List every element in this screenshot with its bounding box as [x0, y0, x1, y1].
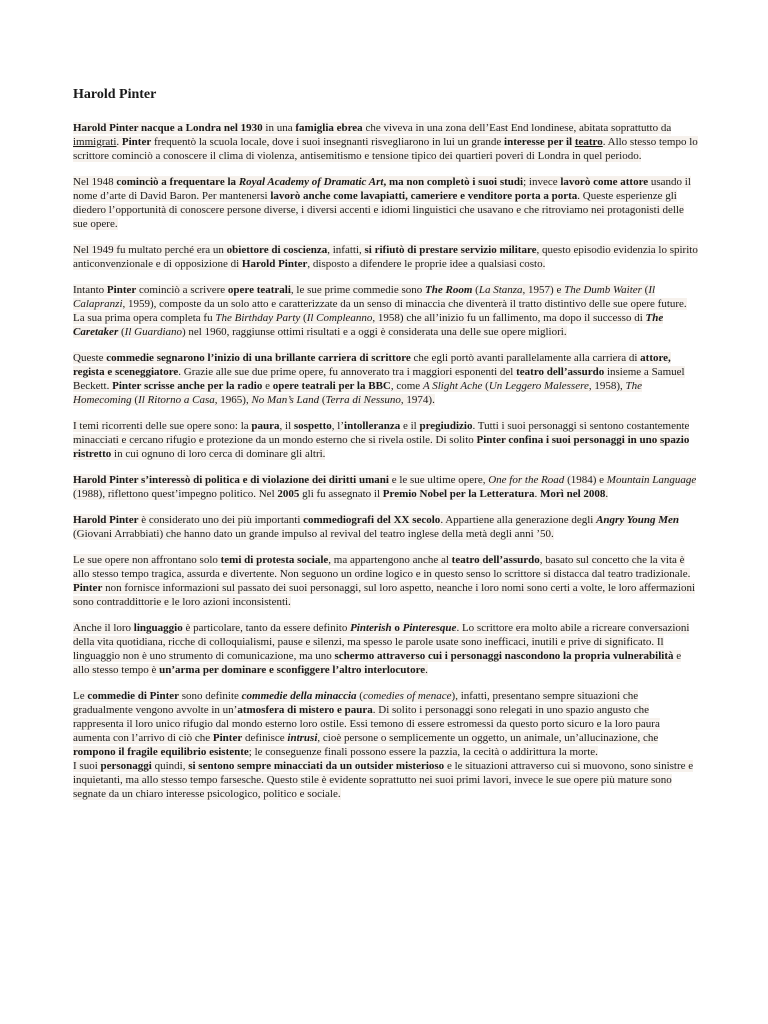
paragraph-9	[73, 553, 698, 609]
text-run: Un Leggero Malessere	[488, 380, 589, 392]
text-run: commedie della minaccia	[241, 690, 357, 702]
text-run: opere teatrali	[227, 284, 291, 296]
text-run: Nel 1948	[73, 176, 117, 188]
text-run: , il	[279, 420, 294, 432]
text-run: commedie segnarono l’inizio di una brillante carriera di scrittore	[106, 352, 411, 364]
text-run: rompono il fragile equilibrio esistente	[73, 746, 249, 758]
text-run: Il Calapranzi	[73, 284, 656, 310]
text-run: (1988), riflettono quest’impegno politico. Nel	[73, 488, 278, 500]
text-run: , l’	[331, 420, 345, 432]
text-run: commedie di Pinter	[87, 690, 180, 702]
text-run: linguaggio	[133, 622, 183, 634]
text-run: . Di solito i personaggi sono relegati in uno spazio angusto che rappresenta il loro unico rifugio dal mondo esterno loro ostile. Essi temono di essere estromessi da questo porto sicuro e la loro paura aumenta con l’arrivo di ciò che	[73, 704, 660, 744]
text-run: (	[319, 394, 326, 406]
paragraph-3	[73, 243, 698, 271]
text-run: , 1957) e	[522, 284, 565, 296]
text-run: o	[391, 622, 403, 634]
text-run: One for the Road	[488, 474, 565, 486]
text-run: (	[118, 326, 125, 338]
page-title: Harold Pinter	[73, 87, 157, 102]
text-run: Premio Nobel per la Letteratura	[382, 488, 535, 500]
text-run: Harold Pinter nacque a Londra nel 1930	[73, 122, 263, 134]
paragraph-text	[73, 690, 693, 800]
paragraph-text	[73, 176, 691, 230]
text-run: .	[534, 488, 541, 500]
text-run: interesse per il	[504, 136, 573, 148]
text-run: Terra di Nessuno	[325, 394, 401, 406]
text-run: (	[356, 690, 363, 702]
text-run: cominciò a scrivere	[136, 284, 228, 296]
paragraph-8	[73, 513, 698, 541]
text-run: La Stanza	[478, 284, 523, 296]
text-run: è considerato uno dei più importanti	[138, 514, 304, 526]
text-run: The Room	[425, 284, 473, 296]
text-run: ) nel 1960, raggiunse ottimi risultati e a oggi è considerata una delle sue opere migliori.	[182, 326, 567, 338]
text-run: .	[605, 488, 609, 500]
text-run: The Caretaker	[73, 312, 664, 338]
text-run: commediografi del XX secolo	[303, 514, 441, 526]
text-run: cominciò a frequentare la	[116, 176, 237, 188]
text-run: , infatti,	[327, 244, 365, 256]
text-run: A Slight Ache	[422, 380, 483, 392]
text-run: in cui ognuno di loro cerca di dominare gli altri.	[111, 448, 326, 460]
text-run: Harold Pinter	[73, 514, 139, 526]
paragraph-text	[73, 244, 698, 270]
text-run: . Appartiene alla generazione degli	[440, 514, 597, 526]
paragraph-text	[73, 122, 698, 162]
text-run: The Dumb Waiter	[564, 284, 642, 296]
paragraph-text	[73, 284, 687, 338]
text-run: che viveva in una zona dell’East End londinese, abitata soprattutto da	[362, 122, 672, 134]
text-run: The Birthday Party	[215, 312, 301, 324]
text-run: schermo attraverso cui i personaggi nascondono la propria vulnerabilità	[334, 650, 674, 662]
text-run: , le sue prime commedie sono	[290, 284, 426, 296]
text-run: ; le conseguenze finali possono essere la pazzia, la cecità o addirittura la morte.	[248, 746, 598, 758]
text-run: Pinter scrisse anche per la radio	[112, 380, 263, 392]
text-run: in una	[262, 122, 296, 134]
text-run: 2005	[277, 488, 300, 500]
text-run: Pinter	[73, 582, 103, 594]
text-run: obiettore di coscienza	[226, 244, 328, 256]
text-run: e il	[400, 420, 420, 432]
text-run: Pinterish	[350, 622, 392, 634]
text-run: e le sue ultime opere,	[388, 474, 489, 486]
text-run: .	[116, 136, 122, 148]
text-run: , cioè persone o semplicemente un oggetto, un animale, un’allucinazione, che	[317, 732, 659, 744]
text-run: Pinteresque	[402, 622, 457, 634]
text-run: , questo episodio evidenzia lo spirito anticonvenzionale e di opposizione di	[73, 244, 698, 270]
text-run: usando il nome d’arte di David Baron. Per mantenersi	[73, 176, 691, 202]
text-run: Il Compleanno	[306, 312, 373, 324]
text-run: che egli portò avanti parallelamente alla carriera di	[410, 352, 641, 364]
paragraph-2	[73, 175, 698, 231]
paragraph-11	[73, 689, 698, 801]
text-run: Mountain Language	[606, 474, 697, 486]
text-run: si sentono sempre minacciati da un outsider misterioso	[188, 760, 445, 772]
text-run: Il Guardiano	[124, 326, 182, 338]
text-run: I suoi	[73, 760, 101, 772]
text-run: , basato sul concetto che la vita è allo stesso tempo tragica, assurda e divertente. Non seguono un ordine logico e in questo senso lo scrittore si distacca dal teatro tradizionale.	[73, 554, 691, 580]
text-run: Nel 1949 fu multato perché era un	[73, 244, 227, 256]
paragraph-5	[73, 351, 698, 407]
text-run: e le situazioni attraverso cui si muovono, sono sinistre e inquietanti, ma allo stesso tempo farsesche. Questo stile è evidente soprattutto nei suoi primi lavori, invece le sue opere più mature sono segnate da un chiaro interesse psicologico, politico e sociale.	[73, 760, 694, 800]
text-run: Le sue opere non affrontano solo	[73, 554, 221, 566]
paragraph-6	[73, 419, 698, 461]
text-run: , 1965),	[214, 394, 252, 406]
text-run: . Tutti i suoi personaggi si sentono costantemente minacciati e cercano rifugio e protezione da un mondo esterno che si rivela ostile. Di solito	[73, 420, 690, 446]
text-run: (Giovani Arrabbiati) che hanno dato un grande impulso al revival del teatro inglese della metà degli anni ’50.	[73, 528, 554, 540]
text-run: opere teatrali per la BBC	[272, 380, 391, 392]
text-run: No Man’s Land	[251, 394, 320, 406]
text-run: immigrati	[73, 136, 117, 148]
text-run: paura	[251, 420, 280, 432]
text-run: (	[300, 312, 307, 324]
text-run: lavorò come attore	[560, 176, 649, 188]
text-run: Harold Pinter s’interessò di politica e di violazione dei diritti umani	[73, 474, 389, 486]
text-run: (	[641, 284, 649, 296]
text-run: The Homecoming	[73, 380, 643, 406]
text-run: teatro dell’assurdo	[451, 554, 540, 566]
text-run: (1984) e	[564, 474, 607, 486]
text-run: . Lo scrittore era molto abile a ricreare conversazioni della vita quotidiana, ricche di colloquialismi, pause e silenzi, ma spesso le parole usate sono inefficaci, inutili e prive di significato. Il linguaggio non è uno strumento di comunicazione, ma uno	[73, 622, 690, 662]
text-run: è particolare, tanto da essere definito	[182, 622, 351, 634]
text-run: , ma non completò i suoi studi	[383, 176, 524, 188]
text-run: Intanto	[73, 284, 107, 296]
text-run: Le	[73, 690, 88, 702]
text-run: Pinter	[121, 136, 152, 148]
paragraph-text	[73, 622, 689, 676]
text-run: teatro	[574, 136, 603, 148]
text-run: Il Ritorno a Casa	[138, 394, 215, 406]
text-run: comedies of menace	[362, 690, 452, 702]
text-run: gli fu assegnato il	[299, 488, 383, 500]
text-run: un’arma per dominare e sconfiggere l’altro interlocutore	[159, 664, 426, 676]
paragraph-text	[73, 420, 689, 460]
text-run: Harold Pinter	[241, 258, 308, 270]
text-run: temi di protesta sociale	[220, 554, 329, 566]
text-run: Pinter	[212, 732, 243, 744]
text-run: . Grazie alle sue due prime opere, fu annoverato tra i maggiori esponenti del	[178, 366, 517, 378]
text-run: si rifiutò di prestare servizio militare	[364, 244, 537, 256]
text-run: intrusi	[287, 732, 318, 744]
text-run: sospetto	[293, 420, 332, 432]
text-run: (	[482, 380, 489, 392]
text-run: , 1974).	[400, 394, 435, 406]
text-run: . Queste esperienze gli diedero l’opportunità di conoscere persone diverse, i diversi accenti e idiomi linguistici che usavano e che ritroviamo nei protagonisti delle sue opere.	[73, 190, 684, 230]
text-run: , disposto a difendere le proprie idee a qualsiasi costo.	[307, 258, 546, 270]
text-run: Queste	[73, 352, 107, 364]
text-run: ; invece	[523, 176, 561, 188]
paragraph-1	[73, 121, 698, 163]
text-run: Royal Academy of Dramatic Art	[238, 176, 384, 188]
text-run: insieme a Samuel Beckett.	[73, 366, 685, 392]
text-run: teatro dell’assurdo	[516, 366, 605, 378]
text-run: (	[131, 394, 139, 406]
text-run: Angry Young Men	[596, 514, 680, 526]
text-run: Pinter	[106, 284, 137, 296]
text-run: ), infatti, presentano sempre situazioni che gradualmente vengono avvolte in un’	[73, 690, 639, 716]
text-run: definisce	[242, 732, 288, 744]
text-run: intolleranza	[344, 420, 401, 432]
text-run: non fornisce informazioni sul passato dei suoi personaggi, sul loro aspetto, neanche i loro nomi sono certi a volte, le loro affermazioni sono contraddittorie e le loro azioni inconsistenti.	[73, 582, 696, 608]
text-run: e	[262, 380, 273, 392]
text-run: . Allo stesso tempo lo scrittore cominciò a conoscere il clima di violenza, antisemitismo e tensione tipico dei quartieri poveri di Londra in quel periodo.	[73, 136, 698, 162]
text-run: .	[425, 664, 428, 676]
text-run: lavorò anche come lavapiatti, cameriere e venditore porta a porta	[270, 190, 578, 202]
text-run: e allo stesso tempo è	[73, 650, 682, 676]
paragraph-text	[73, 474, 696, 500]
text-run: frequentò la scuola locale, dove i suoi insegnanti risvegliarono in lui un grande	[151, 136, 505, 148]
text-run: Morì nel 2008	[540, 488, 606, 500]
text-run: (	[472, 284, 479, 296]
text-run: Anche il loro	[73, 622, 134, 634]
text-run: , come	[390, 380, 423, 392]
text-run: sono definite	[179, 690, 242, 702]
paragraph-text	[73, 514, 679, 540]
text-run: personaggi	[100, 760, 152, 772]
text-run: quindi,	[151, 760, 189, 772]
paragraph-text	[73, 554, 695, 608]
text-run: Pinter confina i suoi personaggi in uno spazio ristretto	[73, 434, 690, 460]
text-run: , 1958) che all’inizio fu un fallimento, ma dopo il successo di	[372, 312, 646, 324]
paragraph-4	[73, 283, 698, 339]
text-run: pregiudizio	[419, 420, 473, 432]
text-run: atmosfera di mistero e paura	[237, 704, 373, 716]
text-run: I temi ricorrenti delle sue opere sono: la	[73, 420, 252, 432]
text-run: , ma appartengono anche al	[328, 554, 452, 566]
document-body	[73, 121, 698, 801]
text-run: attore, regista e sceneggiatore	[73, 352, 671, 378]
paragraph-text	[73, 352, 685, 406]
paragraph-10	[73, 621, 698, 677]
text-run: , 1959), composte da un solo atto e caratterizzate da un senso di minaccia che diventerà il tratto distintivo delle sue opere future. La sua prima opera completa fu	[73, 298, 687, 324]
text-run: famiglia ebrea	[295, 122, 363, 134]
text-run: , 1958),	[588, 380, 626, 392]
paragraph-7	[73, 473, 698, 501]
